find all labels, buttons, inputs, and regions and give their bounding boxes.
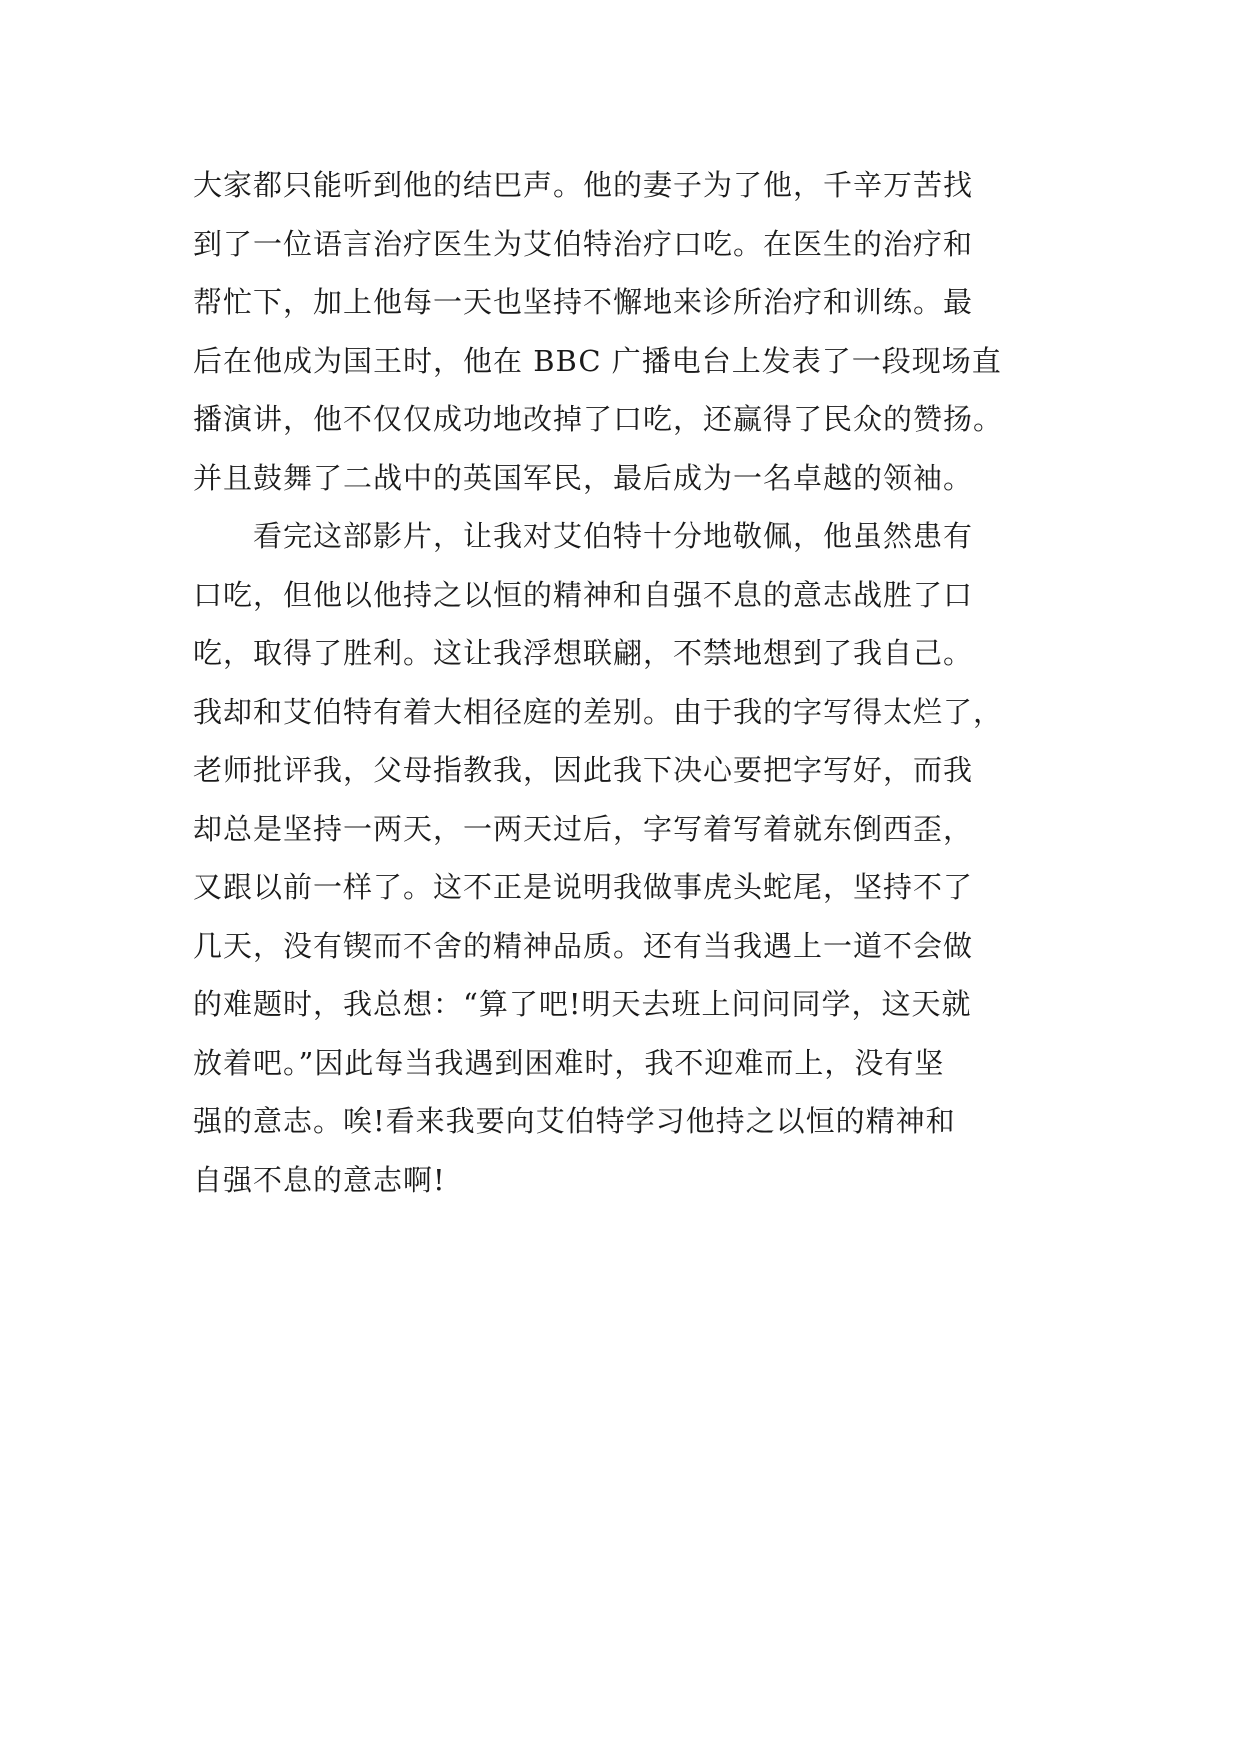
text-line: 自强不息的意志啊!: [193, 1162, 446, 1197]
text-line: 口吃，但他以他持之以恒的精神和自强不息的意志战胜了口: [193, 577, 974, 612]
text-line: 我却和艾伯特有着大相径庭的差别。由于我的字写得太烂了，: [193, 694, 1004, 729]
text-line: 却总是坚持一两天，一两天过后，字写着写着就东倒西歪，: [193, 811, 974, 846]
text-line: 老师批评我，父母指教我，因此我下决心要把字写好，而我: [193, 753, 974, 787]
text-line: 大家都只能听到他的结巴声。他的妻子为了他，千辛万苦找: [193, 168, 974, 202]
essay-body: [193, 156, 1073, 1209]
text-line: 吃，取得了胜利。这让我浮想联翩，不禁地想到了我自己。: [193, 636, 974, 670]
text-line: 的难题时，我总想：“算了吧!明天去班上问问同学，这天就: [193, 987, 972, 1021]
text-line: 看完这部影片，让我对艾伯特十分地敬佩，他虽然患有: [193, 519, 974, 553]
text-line: 又跟以前一样了。这不正是说明我做事虎头蛇尾，坚持不了: [193, 870, 974, 904]
text-line: 后在他成为国王时，他在 BBC 广播电台上发表了一段现场直: [193, 343, 1002, 378]
text-line: 帮忙下，加上他每一天也坚持不懈地来诊所治疗和训练。最: [193, 285, 974, 319]
text-line: 并且鼓舞了二战中的英国军民，最后成为一名卓越的领袖。: [193, 460, 974, 495]
text-line: 播演讲，他不仅仅成功地改掉了口吃，还赢得了民众的赞扬。: [193, 402, 1004, 436]
text-line: 到了一位语言治疗医生为艾伯特治疗口吃。在医生的治疗和: [193, 226, 974, 261]
text-line: 几天，没有锲而不舍的精神品质。还有当我遇上一道不会做: [193, 928, 974, 963]
text-line: 放着吧。”因此每当我遇到困难时，我不迎难而上，没有坚: [193, 1045, 945, 1080]
text-line: 强的意志。唉!看来我要向艾伯特学习他持之以恒的精神和: [193, 1104, 956, 1138]
